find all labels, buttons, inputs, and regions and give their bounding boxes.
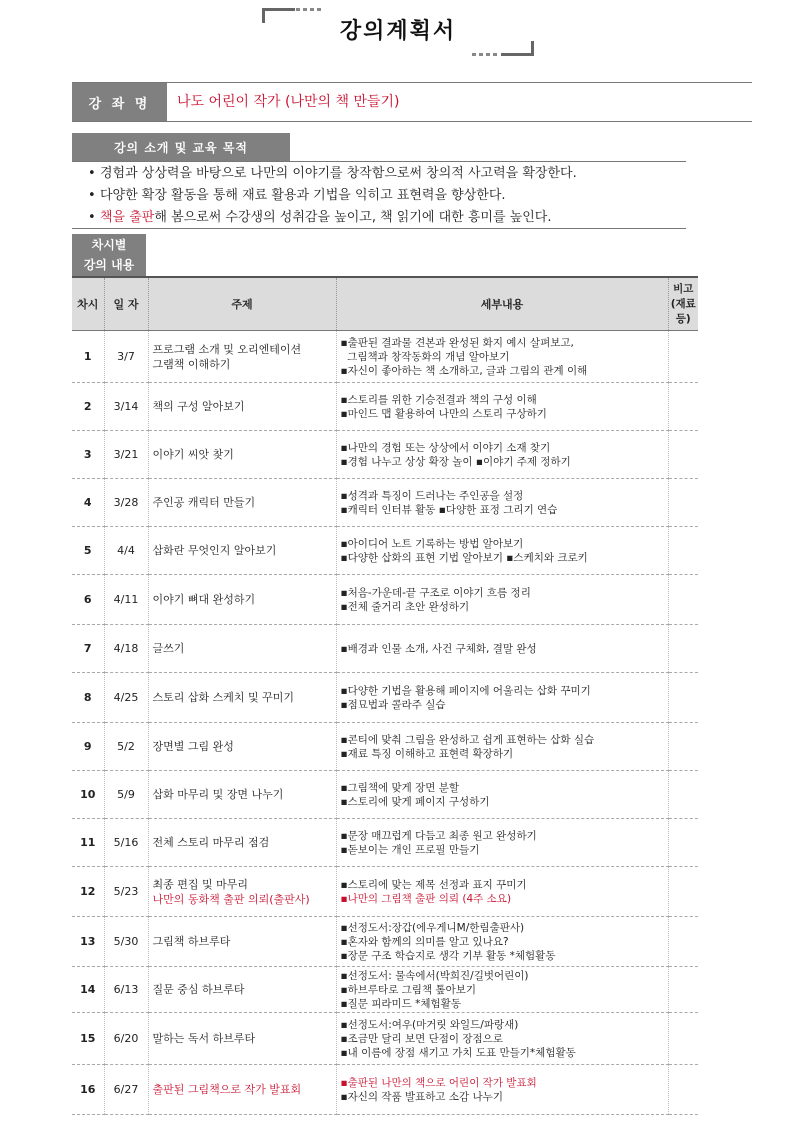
session-number: 8 (72, 673, 104, 723)
schedule-heading-line: 차시별 (91, 238, 127, 252)
session-details (336, 917, 668, 967)
column-header-date: 일 자 (104, 277, 148, 331)
session-note (668, 1013, 698, 1065)
column-header-topic: 주제 (148, 277, 336, 331)
table-row (72, 625, 698, 673)
course-name: 나도 어린이 작가 (나만의 책 만들기) (177, 94, 400, 110)
table-row (72, 1065, 698, 1115)
course-name-row (72, 82, 752, 122)
session-topic-text: 스토리 삽화 스케치 및 꾸미기 (152, 691, 294, 704)
intro-bullet (88, 207, 698, 229)
detail-line: ▪콘티에 맞춰 그림을 완성하고 쉽게 표현하는 삽화 실습 (340, 733, 595, 746)
detail-line: ▪다양한 기법을 활용해 페이지에 어울리는 삽화 꾸미기 (340, 684, 591, 697)
session-topic-text: 장면별 그림 완성 (152, 740, 234, 753)
detail-line: ▪선정도서:여우(마거릿 와일드/파랑새) (340, 1018, 519, 1031)
session-number: 12 (72, 867, 104, 917)
detail-line: ▪나만의 그림책 출판 의뢰 (4주 소요) (340, 892, 512, 905)
session-details (336, 431, 668, 479)
intro-heading: 강의 소개 및 교육 목적 (72, 133, 290, 161)
session-number: 14 (72, 967, 104, 1013)
detail-line: ▪하브루타로 그림책 톺아보기 (340, 983, 477, 996)
detail-line: ▪질문 피라미드 *체험활동 (340, 997, 461, 1010)
table-row (72, 867, 698, 917)
detail-line: ▪경험 나누고 상상 확장 놀이 ▪이야기 주제 정하기 (340, 455, 571, 468)
session-date: 3/14 (104, 383, 148, 431)
session-topic (148, 673, 336, 723)
column-header-no: 차시 (72, 277, 104, 331)
table-row (72, 479, 698, 527)
session-topic-text: 글쓰기 (152, 642, 185, 655)
session-date: 6/27 (104, 1065, 148, 1115)
detail-line: ▪내 이름에 장점 새기고 가치 도표 만들기*체험활동 (340, 1046, 576, 1059)
detail-line: ▪문장 매끄럽게 다듬고 최종 원고 완성하기 (340, 829, 537, 842)
session-topic (148, 527, 336, 575)
table-row (72, 383, 698, 431)
schedule-heading-line: 강의 내용 (83, 258, 135, 272)
session-number: 15 (72, 1013, 104, 1065)
detail-line: ▪자신의 작품 발표하고 소감 나누기 (340, 1090, 503, 1103)
session-topic-text: 출판된 그림책으로 작가 발표회 (152, 1083, 302, 1096)
title-corner-decoration (501, 41, 534, 56)
session-topic (148, 331, 336, 383)
session-number: 4 (72, 479, 104, 527)
session-note (668, 527, 698, 575)
divider (72, 161, 686, 162)
detail-line: ▪점묘법과 콜라주 실습 (340, 698, 446, 711)
session-note (668, 819, 698, 867)
session-number: 10 (72, 771, 104, 819)
course-label: 강 좌 명 (72, 83, 167, 121)
bullet-dot-icon: • (88, 210, 96, 225)
session-date: 3/21 (104, 431, 148, 479)
session-topic (148, 575, 336, 625)
session-note (668, 575, 698, 625)
session-number: 9 (72, 723, 104, 771)
session-note (668, 625, 698, 673)
session-topic-text: 책의 구성 알아보기 (152, 400, 245, 413)
session-note (668, 967, 698, 1013)
detail-line: ▪출판된 나만의 책으로 어린이 작가 발표회 (340, 1076, 537, 1089)
session-details (336, 625, 668, 673)
session-date: 4/11 (104, 575, 148, 625)
detail-line: ▪마인드 맵 활용하여 나만의 스토리 구상하기 (340, 407, 547, 420)
title-block (262, 8, 534, 56)
session-date: 4/25 (104, 673, 148, 723)
intro-bullet-text: 해 봄으로써 수강생의 성취감을 높이고, 책 읽기에 대한 흥미를 높인다. (154, 210, 552, 225)
session-date: 5/23 (104, 867, 148, 917)
column-header-note: 비고 (재료 등) (668, 277, 698, 331)
session-topic-text: 주인공 캐릭터 만들기 (152, 496, 256, 509)
detail-line: ▪배경과 인물 소개, 사건 구체화, 결말 완성 (340, 642, 537, 655)
detail-line: ▪아이디어 노트 기록하는 방법 알아보기 (340, 537, 524, 550)
table-row (72, 673, 698, 723)
session-number: 6 (72, 575, 104, 625)
detail-line: ▪성격과 특징이 드러나는 주인공을 설정 (340, 489, 524, 502)
session-topic (148, 479, 336, 527)
document-title: 강의계획서 (339, 19, 457, 44)
session-topic-text: 최종 편집 및 마무리 (152, 877, 248, 891)
session-topic (148, 819, 336, 867)
session-topic (148, 1065, 336, 1115)
table-row (72, 917, 698, 967)
session-topic (148, 967, 336, 1013)
session-details (336, 1013, 668, 1065)
detail-line: ▪다양한 삽화의 표현 기법 알아보기 ▪스케치와 크로키 (340, 551, 588, 564)
session-details (336, 723, 668, 771)
session-topic-text: 이야기 씨앗 찾기 (152, 448, 234, 461)
schedule-heading (72, 234, 146, 277)
session-details (336, 383, 668, 431)
detail-line: ▪캐릭터 인터뷰 활동 ▪다양한 표정 그리기 연습 (340, 503, 558, 516)
detail-line: ▪스토리에 맞는 제목 선정과 표지 꾸미기 (340, 878, 527, 891)
session-note (668, 771, 698, 819)
detail-line: ▪자신이 좋아하는 책 소개하고, 글과 그림의 관계 이해 (340, 364, 588, 377)
session-topic (148, 383, 336, 431)
detail-line: ▪그림책에 맞게 장면 분할 (340, 781, 460, 794)
detail-line: ▪스토리에 맞게 페이지 구성하기 (340, 795, 490, 808)
session-date: 5/30 (104, 917, 148, 967)
session-date: 6/13 (104, 967, 148, 1013)
detail-line: ▪혼자와 함께의 의미를 알고 있나요? (340, 935, 509, 948)
session-details (336, 967, 668, 1013)
session-topic-text: 이야기 뼈대 완성하기 (152, 593, 256, 606)
session-details (336, 527, 668, 575)
session-topic (148, 431, 336, 479)
detail-line: 그림책과 창작동화의 개념 알아보기 (340, 350, 510, 363)
intro-bullet-text: 경험과 상상력을 바탕으로 나만의 이야기를 창작함으로써 창의적 사고력을 확장한다. (100, 166, 577, 181)
detail-line: ▪장문 구조 학습지로 생각 기부 활동 *체험활동 (340, 949, 556, 962)
session-date: 5/2 (104, 723, 148, 771)
session-details (336, 819, 668, 867)
session-topic-text: 삽화 마무리 및 장면 나누기 (152, 788, 284, 801)
session-note (668, 673, 698, 723)
table-row (72, 819, 698, 867)
intro-bullet-list (88, 163, 698, 229)
session-details (336, 331, 668, 383)
session-topic (148, 771, 336, 819)
session-note (668, 917, 698, 967)
session-date: 5/9 (104, 771, 148, 819)
detail-line: ▪선정도서:장갑(에우게니M/한림출판사) (340, 921, 525, 934)
session-number: 13 (72, 917, 104, 967)
session-number: 16 (72, 1065, 104, 1115)
session-details (336, 1065, 668, 1115)
detail-line: ▪출판된 결과물 견본과 완성된 화지 예시 살펴보고, (340, 336, 574, 349)
detail-line: ▪돋보이는 개인 프로필 만들기 (340, 843, 480, 856)
table-row (72, 431, 698, 479)
session-details (336, 673, 668, 723)
title-dots-decoration (472, 53, 500, 56)
session-number: 11 (72, 819, 104, 867)
session-note (668, 723, 698, 771)
session-topic-subtext: 나만의 동화책 출판 의뢰(출판사) (152, 892, 310, 906)
table-row (72, 771, 698, 819)
detail-line: ▪재료 특징 이해하고 표현력 확장하기 (340, 747, 514, 760)
table-row (72, 1013, 698, 1065)
table-row (72, 527, 698, 575)
session-topic-text: 질문 중심 하브루타 (152, 983, 245, 996)
schedule-table (72, 276, 698, 1115)
session-topic-text: 말하는 독서 하브루타 (152, 1032, 256, 1045)
session-number: 5 (72, 527, 104, 575)
table-row (72, 331, 698, 383)
session-topic-text: 삽화란 무엇인지 알아보기 (152, 544, 277, 557)
session-date: 3/7 (104, 331, 148, 383)
detail-line: ▪나만의 경험 또는 상상에서 이야기 소재 찾기 (340, 441, 551, 454)
session-number: 1 (72, 331, 104, 383)
session-topic-text: 그림책 하브루타 (152, 935, 231, 948)
session-note (668, 1065, 698, 1115)
session-note (668, 479, 698, 527)
session-topic (148, 917, 336, 967)
session-number: 7 (72, 625, 104, 673)
session-topic (148, 723, 336, 771)
table-header-row (72, 277, 698, 331)
session-date: 6/20 (104, 1013, 148, 1065)
detail-line: ▪처음-가운데-끝 구조로 이야기 흐름 정리 (340, 586, 531, 599)
session-topic-text: 전체 스토리 마무리 점검 (152, 836, 270, 849)
session-note (668, 383, 698, 431)
session-number: 2 (72, 383, 104, 431)
session-topic-text: 프로그램 소개 및 오리엔테이션 그램책 이해하기 (152, 342, 302, 371)
table-row (72, 723, 698, 771)
column-header-detail: 세부내용 (336, 277, 668, 331)
table-row (72, 967, 698, 1013)
detail-line: ▪선정도서: 물속에서(박희진/길벗어린이) (340, 969, 529, 982)
session-note (668, 331, 698, 383)
intro-bullet-text: 다양한 확장 활동을 통해 재료 활용과 기법을 익히고 표현력을 향상한다. (100, 188, 506, 203)
session-note (668, 431, 698, 479)
session-topic (148, 867, 336, 917)
detail-line: ▪전체 줄거리 초안 완성하기 (340, 600, 470, 613)
table-row (72, 575, 698, 625)
session-note (668, 867, 698, 917)
bullet-dot-icon: • (88, 188, 96, 203)
session-details (336, 479, 668, 527)
intro-bullet (88, 185, 698, 207)
session-details (336, 771, 668, 819)
divider (72, 228, 686, 229)
session-topic (148, 1013, 336, 1065)
session-date: 5/16 (104, 819, 148, 867)
bullet-dot-icon: • (88, 166, 96, 181)
intro-bullet (88, 163, 698, 185)
session-details (336, 575, 668, 625)
intro-bullet-text: 책을 출판 (100, 210, 155, 225)
session-date: 4/4 (104, 527, 148, 575)
session-topic (148, 625, 336, 673)
session-date: 3/28 (104, 479, 148, 527)
detail-line: ▪스토리를 위한 기승전결과 책의 구성 이해 (340, 393, 537, 406)
title-dots-decoration (296, 8, 324, 11)
session-date: 4/18 (104, 625, 148, 673)
session-details (336, 867, 668, 917)
session-number: 3 (72, 431, 104, 479)
detail-line: ▪조금만 달리 보면 단점이 장점으로 (340, 1032, 503, 1045)
